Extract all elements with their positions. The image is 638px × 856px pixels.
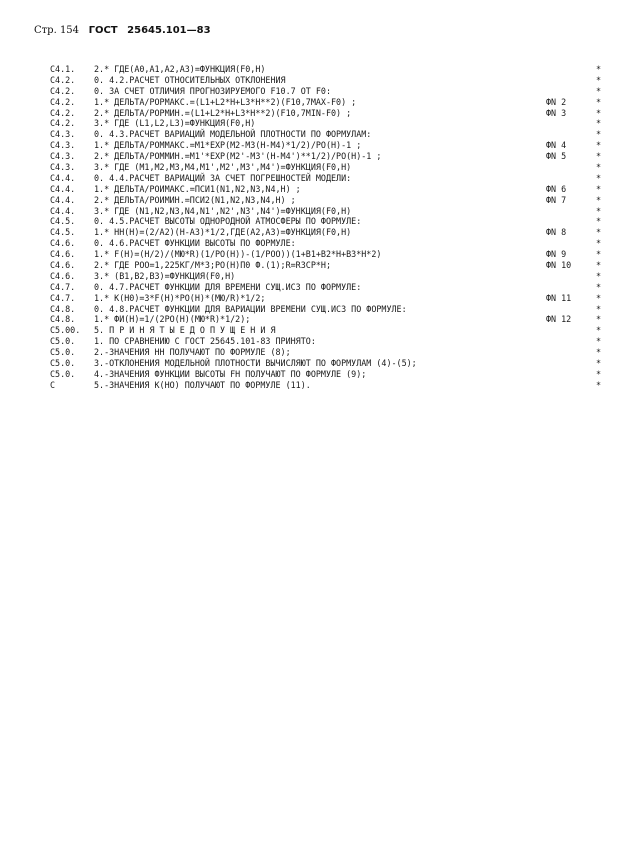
line-text: 2.-ЗНАЧЕНИЯ HH ПОЛУЧАЮТ ПО ФОРМУЛЕ (8); bbox=[94, 347, 291, 358]
line-code: C5.0. bbox=[50, 336, 76, 347]
standard-number: 25645.101—83 bbox=[127, 25, 211, 36]
line-end-marker: * bbox=[596, 96, 602, 107]
listing-line bbox=[50, 195, 610, 206]
line-text: 0. 4.5.РАСЧЕТ ВЫСОТЫ ОДНОРОДНОЙ АТМОСФЕРЫ ПО ФОРМУЛЕ: bbox=[94, 216, 362, 227]
line-code: C bbox=[50, 379, 56, 390]
line-code: C4.5. bbox=[50, 216, 76, 227]
line-text: 3.* (B1,B2,B3)=ФУНКЦИЯ(F0,H) bbox=[94, 270, 236, 281]
line-code: C4.6. bbox=[50, 249, 76, 260]
listing-line bbox=[50, 216, 610, 227]
line-text: 2.* ГДЕ POO=1,225КГ/M*3;PO(H)П0 Ф.(1);R=R3CP*H; bbox=[94, 260, 331, 271]
formula-number: ФN 9 bbox=[546, 249, 567, 260]
listing-line bbox=[50, 184, 610, 195]
line-text: 2.* ДЕЛЬТА/РОРМИН.=(L1+L2*H+L3*H**2)(F10,7MIN-F0) ; bbox=[94, 107, 352, 118]
listing-line bbox=[50, 380, 610, 391]
line-end-marker: * bbox=[596, 238, 602, 249]
listing-line bbox=[50, 129, 610, 140]
line-code: C5.0. bbox=[50, 358, 76, 369]
line-code: C4.2. bbox=[50, 107, 76, 118]
listing-line bbox=[50, 358, 610, 369]
line-end-marker: * bbox=[596, 368, 602, 379]
line-end-marker: * bbox=[596, 74, 602, 85]
formula-number: ФN 5 bbox=[546, 151, 567, 162]
line-text: 4.-ЗНАЧЕНИЯ ФУНКЦИИ ВЫСОТЫ FH ПОЛУЧАЮТ ПО ФОРМУЛЕ (9); bbox=[94, 368, 367, 379]
line-text: 0. 4.4.РАСЧЕТ ВАРИАЦИЙ ЗА СЧЕТ ПОГРЕШНОСТЕЙ МОДЕЛИ: bbox=[94, 172, 352, 183]
listing-line bbox=[50, 118, 610, 129]
listing-line bbox=[50, 282, 610, 293]
line-end-marker: * bbox=[596, 260, 602, 271]
line-end-marker: * bbox=[596, 205, 602, 216]
listing-line bbox=[50, 151, 610, 162]
line-code: C4.3. bbox=[50, 140, 76, 151]
line-text: 3.-ОТКЛОНЕНИЯ МОДЕЛЬНОЙ ПЛОТНОСТИ ВЫЧИСЛЯЮТ ПО ФОРМУЛАМ (4)-(5); bbox=[94, 358, 417, 369]
line-code: C4.3. bbox=[50, 151, 76, 162]
line-text: 3.* ГДЕ (M1,M2,M3,M4,M1',M2',M3',M4')=ФУНКЦИЯ(F0,H) bbox=[94, 162, 352, 173]
line-end-marker: * bbox=[596, 107, 602, 118]
line-code: C4.3. bbox=[50, 162, 76, 173]
line-end-marker: * bbox=[596, 281, 602, 292]
listing-line bbox=[50, 249, 610, 260]
formula-number: ФN 7 bbox=[546, 194, 567, 205]
line-text: 2.* ГДЕ(A0,A1,A2,A3)=ФУНКЦИЯ(F0,H) bbox=[94, 64, 266, 74]
line-code: C4.2. bbox=[50, 118, 76, 129]
listing-line bbox=[50, 97, 610, 108]
line-code: C4.1. bbox=[50, 64, 76, 74]
line-end-marker: * bbox=[596, 336, 602, 347]
line-code: C4.4. bbox=[50, 172, 76, 183]
line-text: 1. ПО СРАВНЕНИЮ С ГОСТ 25645.101-83 ПРИНЯТО: bbox=[94, 336, 316, 347]
line-code: C4.4. bbox=[50, 183, 76, 194]
formula-number: ФN 6 bbox=[546, 183, 567, 194]
line-end-marker: * bbox=[596, 347, 602, 358]
line-code: C4.3. bbox=[50, 129, 76, 140]
listing-line bbox=[50, 173, 610, 184]
page-number: Стр. 154 bbox=[34, 25, 80, 36]
line-end-marker: * bbox=[596, 118, 602, 129]
listing-line bbox=[50, 314, 610, 325]
formula-number: ФN 4 bbox=[546, 140, 567, 151]
formula-number: ФN 2 bbox=[546, 96, 567, 107]
listing-line bbox=[50, 108, 610, 119]
line-end-marker: * bbox=[596, 172, 602, 183]
line-text: 5. П Р И Н Я Т Ы Е Д О П У Щ Е Н И Я bbox=[94, 325, 276, 336]
listing-line bbox=[50, 206, 610, 217]
line-end-marker: * bbox=[596, 129, 602, 140]
listing-line bbox=[50, 325, 610, 336]
line-code: C4.2. bbox=[50, 74, 76, 85]
listing-line bbox=[50, 238, 610, 249]
line-end-marker: * bbox=[596, 140, 602, 151]
line-text: 1.* ДЕЛЬТА/РОИМАКС.=ПСИ1(N1,N2,N3,N4,H) ; bbox=[94, 183, 301, 194]
line-end-marker: * bbox=[596, 85, 602, 96]
formula-number: ФN 8 bbox=[546, 227, 567, 238]
listing-line bbox=[50, 271, 610, 282]
line-text: 3.* ГДЕ (N1,N2,N3,N4,N1',N2',N3',N4')=ФУНКЦИЯ(F0,H) bbox=[94, 205, 352, 216]
line-end-marker: * bbox=[596, 358, 602, 369]
line-text: 2.* ДЕЛЬТА/РОММИН.=M1'*EXP(M2'-M3'(H-M4')**1/2)/PO(H)-1 ; bbox=[94, 151, 382, 162]
line-code: C4.2. bbox=[50, 96, 76, 107]
line-code: C4.2. bbox=[50, 85, 76, 96]
line-code: C4.6. bbox=[50, 238, 76, 249]
line-text: 1.* ФИ(H)=1/(2PO(H)(MЮ*R)*1/2); bbox=[94, 314, 251, 325]
listing-line bbox=[50, 162, 610, 173]
formula-number: ФN 11 bbox=[546, 292, 572, 303]
formula-number: ФN 10 bbox=[546, 260, 572, 271]
line-text: 0. 4.2.РАСЧЕТ ОТНОСИТЕЛЬНЫХ ОТКЛОНЕНИЯ bbox=[94, 74, 286, 85]
line-end-marker: * bbox=[596, 379, 602, 390]
listing-line bbox=[50, 227, 610, 238]
line-code: C5.00. bbox=[50, 325, 81, 336]
line-text: 0. 4.3.РАСЧЕТ ВАРИАЦИЙ МОДЕЛЬНОЙ ПЛОТНОСТИ ПО ФОРМУЛАМ: bbox=[94, 129, 372, 140]
line-end-marker: * bbox=[596, 303, 602, 314]
line-text: 1.* HH(H)=(2/A2)(H-A3)*1/2,ГДЕ(A2,A3)=ФУНКЦИЯ(F0,H) bbox=[94, 227, 352, 238]
line-code: C4.4. bbox=[50, 194, 76, 205]
line-text: 0. 4.7.РАСЧЕТ ФУНКЦИИ ДЛЯ ВРЕМЕНИ СУЩ.ИСЗ ПО ФОРМУЛЕ: bbox=[94, 281, 362, 292]
line-code: C4.4. bbox=[50, 205, 76, 216]
listing-line bbox=[50, 369, 610, 380]
listing-line bbox=[50, 293, 610, 304]
line-end-marker: * bbox=[596, 194, 602, 205]
listing-line bbox=[50, 260, 610, 271]
line-text: 2.* ДЕЛЬТА/РОИМИН.=ПСИ2(N1,N2,N3,N4,H) ; bbox=[94, 194, 296, 205]
line-end-marker: * bbox=[596, 249, 602, 260]
line-end-marker: * bbox=[596, 151, 602, 162]
line-end-marker: * bbox=[596, 216, 602, 227]
line-text: 5.-ЗНАЧЕНИЯ K(HO) ПОЛУЧАЮТ ПО ФОРМУЛЕ (11). bbox=[94, 379, 311, 390]
line-code: C5.0. bbox=[50, 368, 76, 379]
line-text: 0. 4.6.РАСЧЕТ ФУНКЦИИ ВЫСОТЫ ПО ФОРМУЛЕ: bbox=[94, 238, 296, 249]
line-text: 3.* ГДЕ (L1,L2,L3)=ФУНКЦИЯ(F0,H) bbox=[94, 118, 256, 129]
line-code: C4.7. bbox=[50, 292, 76, 303]
line-text: 1.* ДЕЛЬТА/РОММАКС.=M1*EXP(M2-M3(H-M4)*1/2)/PO(H)-1 ; bbox=[94, 140, 362, 151]
line-end-marker: * bbox=[596, 325, 602, 336]
line-end-marker: * bbox=[596, 64, 602, 74]
line-code: C4.8. bbox=[50, 303, 76, 314]
line-text: 0. 4.8.РАСЧЕТ ФУНКЦИИ ДЛЯ ВАРИАЦИИ ВРЕМЕНИ СУЩ.ИСЗ ПО ФОРМУЛЕ: bbox=[94, 303, 407, 314]
page-header bbox=[34, 25, 211, 36]
line-end-marker: * bbox=[596, 183, 602, 194]
line-text: 1.* ДЕЛЬТА/РОРМАКС.=(L1+L2*H+L3*H**2)(F10,7MAX-F0) ; bbox=[94, 96, 357, 107]
line-code: C4.6. bbox=[50, 270, 76, 281]
formula-number: ФN 12 bbox=[546, 314, 572, 325]
standard-label: ГОСТ bbox=[88, 25, 118, 36]
line-code: C4.6. bbox=[50, 260, 76, 271]
listing-line bbox=[50, 304, 610, 315]
line-text: 1.* K(H0)=3*F(H)*PO(H)*(MЮ/R)*1/2; bbox=[94, 292, 266, 303]
listing-line bbox=[50, 140, 610, 151]
listing-line bbox=[50, 336, 610, 347]
line-code: C5.0. bbox=[50, 347, 76, 358]
line-end-marker: * bbox=[596, 227, 602, 238]
line-end-marker: * bbox=[596, 162, 602, 173]
listing-line bbox=[50, 75, 610, 86]
program-listing bbox=[50, 64, 610, 391]
line-end-marker: * bbox=[596, 270, 602, 281]
line-text: 0. ЗА СЧЕТ ОТЛИЧИЯ ПРОГНОЗИРУЕМОГО F10.7 ОТ F0: bbox=[94, 85, 331, 96]
line-code: C4.5. bbox=[50, 227, 76, 238]
line-end-marker: * bbox=[596, 292, 602, 303]
listing-line bbox=[50, 86, 610, 97]
listing-line bbox=[50, 347, 610, 358]
line-code: C4.8. bbox=[50, 314, 76, 325]
line-end-marker: * bbox=[596, 314, 602, 325]
line-code: C4.7. bbox=[50, 281, 76, 292]
listing-line bbox=[50, 64, 610, 75]
line-text: 1.* F(H)=(H/2)/(MЮ*R)(1/PO(H))-(1/POO))(1+B1+B2*H+B3*H*2) bbox=[94, 249, 382, 260]
formula-number: ФN 3 bbox=[546, 107, 567, 118]
